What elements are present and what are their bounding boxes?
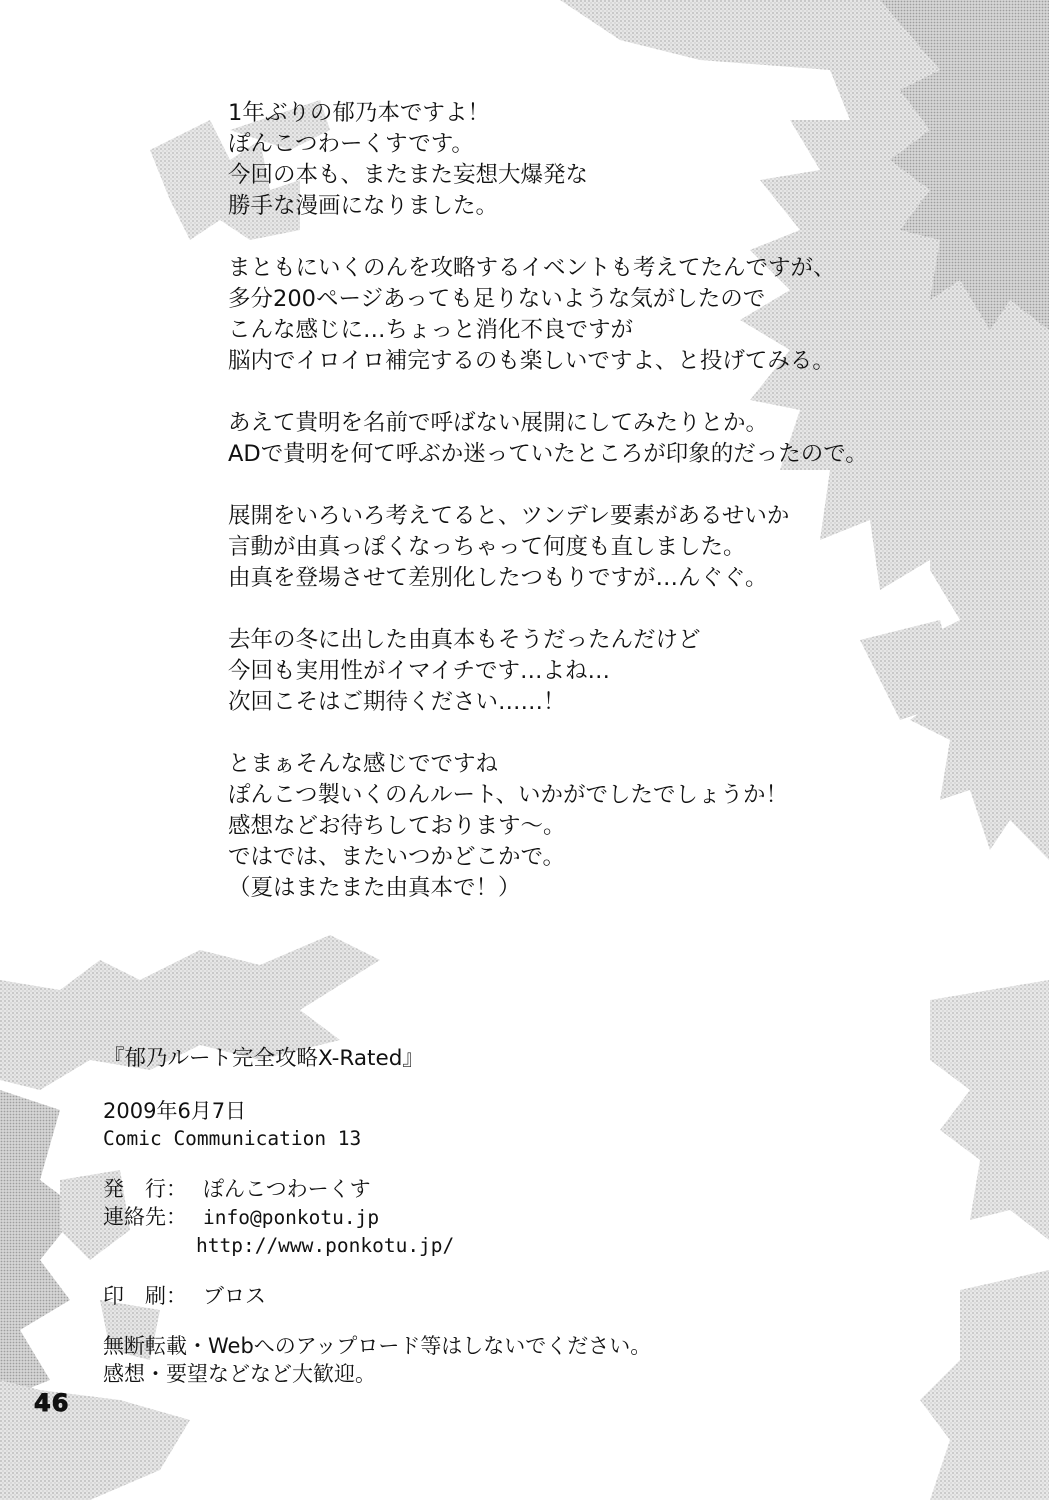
- feedback-note: 感想・要望などなど大歓迎。: [103, 1362, 376, 1386]
- afterword-line: まともにいくのんを攻略するイベントも考えてたんですが、: [228, 255, 836, 281]
- publish-date: 2009年6月7日: [103, 1099, 247, 1123]
- afterword-paragraph-2: [228, 253, 928, 377]
- afterword-line: ADで貴明を何て呼ぶか迷っていたところが印象的だったので。: [228, 441, 868, 467]
- printer-label: 印 刷：: [103, 1284, 187, 1308]
- afterword-line: （夏はまたまた由真本で！）: [228, 875, 521, 901]
- afterword-line: 言動が由真っぽくなっちゃって何度も直しました。: [228, 534, 746, 560]
- afterword-line: ぽんこつ製いくのんルート、いかがでしたでしょうか！: [228, 782, 789, 808]
- afterword-line: 由真を登場させて差別化したつもりですが…んぐぐ。: [228, 565, 768, 591]
- afterword-line: 感想などお待ちしております～。: [228, 813, 566, 839]
- foliage-right-lower: [920, 980, 1049, 1500]
- afterword-line: 多分200ページあっても足りないような気がしたので: [228, 286, 766, 312]
- afterword-line: こんな感じに…ちょっと消化不良ですが: [228, 317, 634, 343]
- afterword-line: 脳内でイロイロ補完するのも楽しいですよ、と投げてみる。: [228, 348, 835, 374]
- afterword-paragraph-1: [228, 98, 928, 222]
- colophon: [103, 1045, 783, 1388]
- afterword-line: 去年の冬に出した由真本もそうだったんだけど: [228, 627, 701, 653]
- afterword-line: 展開をいろいろ考えてると、ツンデレ要素があるせいか: [228, 503, 790, 529]
- contact-url: http://www.ponkotu.jp/: [196, 1234, 455, 1257]
- contact-row: [103, 1203, 783, 1232]
- afterword-line: 1年ぶりの郁乃本ですよ！: [228, 100, 490, 126]
- afterword-paragraph-5: [228, 625, 928, 718]
- afterword-line: ぽんこつわーくすです。: [228, 131, 474, 157]
- afterword-text: [228, 98, 928, 935]
- afterword-line: とまぁそんな感じでですね: [228, 751, 499, 777]
- afterword-paragraph-3: [228, 408, 928, 470]
- book-title: 『郁乃ルート完全攻略X-Rated』: [103, 1046, 424, 1071]
- afterword-line: 今回も実用性がイマイチです…よね…: [228, 658, 611, 684]
- afterword-paragraph-6: [228, 749, 928, 904]
- page-number: 46: [34, 1389, 70, 1417]
- contact-label: 連絡先：: [103, 1205, 187, 1229]
- contact-email: info@ponkotu.jp: [203, 1206, 380, 1229]
- reprint-notice: 無断転載・Webへのアップロード等はしないでください。: [103, 1334, 652, 1358]
- afterword-line: 今回の本も、またまた妄想大爆発な: [228, 162, 589, 188]
- publisher-name: ぽんこつわーくす: [203, 1177, 371, 1201]
- afterword-line: あえて貴明を名前で呼ばない展開にしてみたりとか。: [228, 410, 769, 436]
- event-name: Comic Communication 13: [103, 1127, 362, 1150]
- printer-name: ブロス: [203, 1284, 266, 1308]
- afterword-line: 勝手な漫画になりました。: [228, 193, 499, 219]
- printer-row: [103, 1282, 783, 1310]
- afterword-line: 次回こそはご期待ください……！: [228, 689, 566, 715]
- afterword-paragraph-4: [228, 501, 928, 594]
- publisher-row: [103, 1175, 783, 1203]
- publisher-label: 発 行：: [103, 1177, 187, 1201]
- afterword-line: ではでは、またいつかどこかで。: [228, 844, 566, 870]
